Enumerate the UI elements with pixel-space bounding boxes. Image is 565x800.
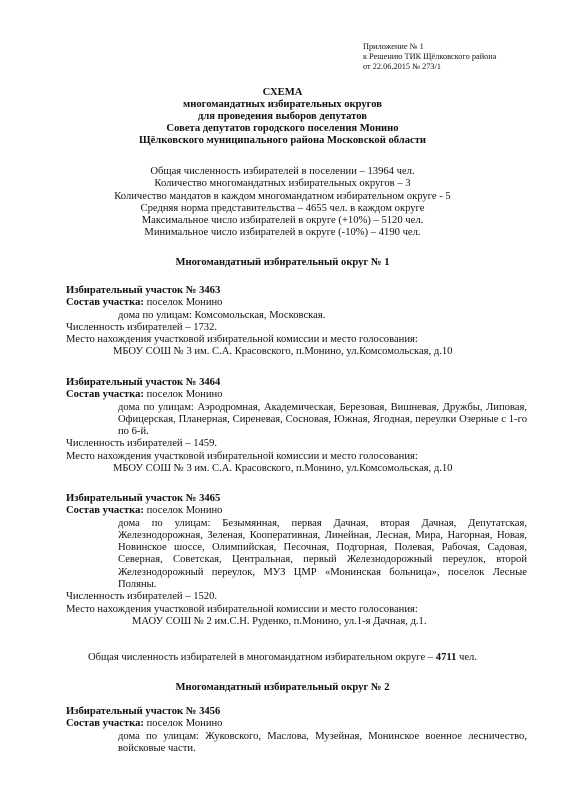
voters-count: 1520.: [193, 591, 218, 603]
summary-stats: [0, 166, 565, 240]
stat-district-count: Количество многомандатных избирательных округов – 3: [154, 178, 411, 190]
composition-label: Состав участка:: [66, 718, 144, 730]
district-2-title: Многомандатный избирательный округ № 2: [175, 682, 390, 693]
precinct-3464: [66, 377, 527, 475]
voters-label: Численность избирателей –: [66, 438, 191, 450]
settlement: поселок Монино: [146, 505, 223, 517]
district-1-total: [0, 652, 565, 663]
stat-min-voters: Минимальное число избирателей в округе (-10%) – 4190 чел.: [144, 227, 421, 239]
precinct-title: Избирательный участок № 3464: [66, 377, 221, 388]
stat-mandates: Количество мандатов в каждом многомандатном избирательном округе - 5: [114, 190, 451, 202]
precinct-title: Избирательный участок № 3463: [66, 285, 221, 296]
district-1-title: Многомандатный избирательный округ № 1: [175, 257, 390, 268]
stat-max-voters: Максимальное число избирателей в округе (+10%) – 5120 чел.: [141, 215, 424, 227]
appendix-line-3: от 22.06.2015 № 273/1: [363, 62, 442, 71]
total-label: Общая численность избирателей в многомандатном избирательном округе –: [87, 652, 434, 663]
appendix-note: [363, 42, 496, 72]
heading-line-4: Совета депутатов городского поселения Монино: [166, 123, 399, 134]
composition-label: Состав участка:: [66, 297, 144, 309]
precinct-3463: [66, 285, 527, 359]
stat-average-norm: Средняя норма представительства – 4655 чел. в каждом округе: [140, 202, 425, 214]
location-label: Место нахождения участковой избирательной комиссии и место голосования:: [66, 334, 418, 346]
total-value: 4711: [435, 652, 457, 663]
voting-venue: МАОУ СОШ № 2 им.С.Н. Руденко, п.Монино, ул.1-я Дачная, д.1.: [132, 615, 427, 627]
settlement: поселок Монино: [146, 297, 223, 309]
voters-count: 1459.: [193, 438, 218, 450]
street-list: дома по улицам: Комсомольская, Московская.: [118, 309, 326, 321]
composition-label: Состав участка:: [66, 389, 144, 401]
precinct-3456: [66, 706, 527, 755]
location-label: Место нахождения участковой избирательной комиссии и место голосования:: [66, 450, 418, 462]
appendix-line-1: Приложение № 1: [363, 42, 424, 51]
settlement: поселок Монино: [146, 718, 223, 730]
voters-count: 1732.: [193, 321, 218, 333]
street-list: дома по улицам: Безымянная, первая Дачная, вторая Дачная, Депутатская, Железнодорожная, Зеленая, Кооперативная, Линейная, Лесная, Мира, Нагорная, Новая, Новинское шоссе, Олимпийская, Песочная, Подгорная, Полевая, Рабочая, Садовая, Северная, Советская, Центральная, первый Железнодорожный переулок, второй Железнодорожный переулок, МУЗ ЦМР «Монинская больница», поселок Лесные Поляны.: [118, 517, 527, 591]
voters-label: Численность избирателей –: [66, 321, 191, 333]
voting-venue: МБОУ СОШ № 3 им. С.А. Красовского, п.Монино, ул.Комсомольская, д.10: [113, 463, 453, 475]
heading-line-3: для проведения выборов депутатов: [197, 111, 368, 122]
precinct-3465: [66, 493, 527, 628]
voting-venue: МБОУ СОШ № 3 им. С.А. Красовского, п.Монино, ул.Комсомольская, д.10: [113, 346, 453, 358]
street-list: дома по улицам: Жуковского, Маслова, Музейная, Монинское военное лесничество, войсковые части.: [118, 730, 527, 754]
heading-line-5: Щёлковского муниципального района Московской области: [138, 135, 427, 146]
appendix-line-2: к Решению ТИК Щёлковского района: [363, 52, 497, 61]
stat-total-voters: Общая численность избирателей в поселении – 13964 чел.: [150, 166, 415, 177]
street-list: дома по улицам: Аэродромная, Академическая, Березовая, Вишневая, Дружбы, Липовая, Офицерская, Планерная, Сиреневая, Сосновая, Южная, Ягодная, переулки Озерные с 1-го по 6-й.: [118, 401, 527, 438]
location-label: Место нахождения участковой избирательной комиссии и место голосования:: [66, 603, 418, 615]
total-unit: чел.: [459, 652, 477, 663]
settlement: поселок Монино: [146, 389, 223, 401]
document-heading: [0, 87, 565, 147]
composition-label: Состав участка:: [66, 505, 144, 517]
heading-line-2: многомандатных избирательных округов: [183, 99, 382, 110]
precinct-title: Избирательный участок № 3456: [66, 706, 221, 717]
voters-label: Численность избирателей –: [66, 591, 191, 603]
precinct-title: Избирательный участок № 3465: [66, 493, 221, 504]
heading-line-1: СХЕМА: [262, 87, 303, 98]
